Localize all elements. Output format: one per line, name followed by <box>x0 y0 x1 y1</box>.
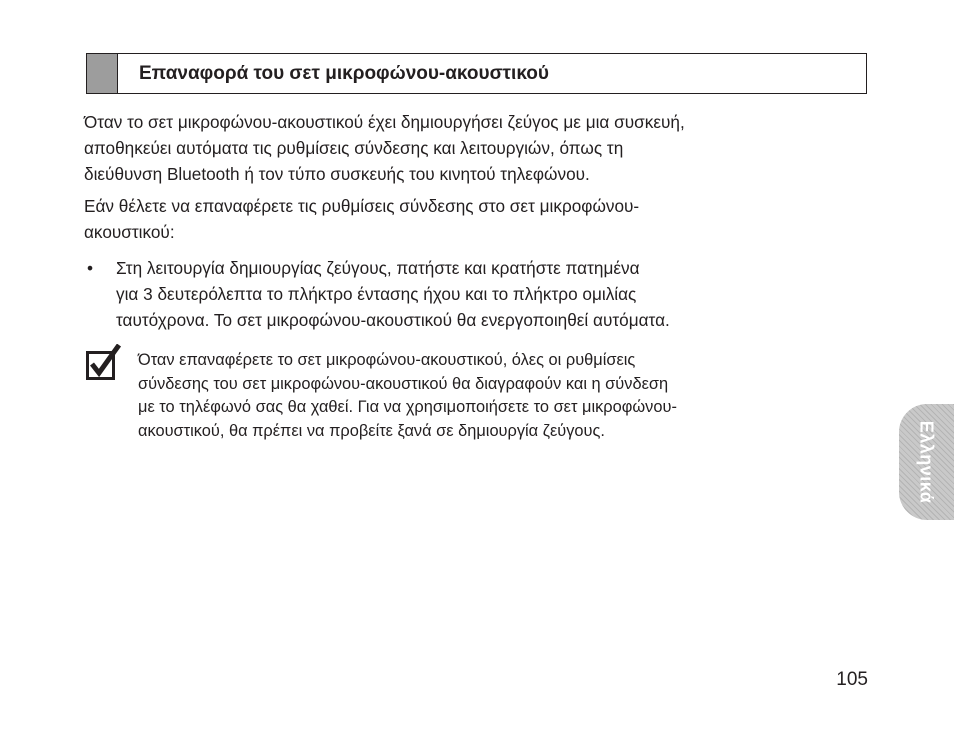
section-title: Επαναφορά του σετ μικροφώνου-ακουστικού <box>139 63 549 84</box>
note-line: ακουστικού, θα πρέπει να προβείτε ξανά σε δημιουργία ζεύγους. <box>138 421 605 440</box>
language-tab <box>899 404 954 520</box>
bullet-text <box>116 255 670 333</box>
intro-paragraph <box>84 109 685 187</box>
checkmark-note-icon <box>86 344 122 380</box>
bullet-line: για 3 δευτερόλεπτα το πλήκτρο έντασης ήχου και το πλήκτρο ομιλίας <box>116 284 637 304</box>
language-tab-label: Ελληνικά <box>916 420 937 504</box>
paragraph-line: Εάν θέλετε να επαναφέρετε τις ρυθμίσεις σύνδεσης στο σετ μικροφώνου- <box>84 196 640 216</box>
note-text <box>138 349 677 443</box>
note-line: Όταν επαναφέρετε το σετ μικροφώνου-ακουστικού, όλες οι ρυθμίσεις <box>138 351 636 369</box>
instruction-paragraph <box>84 193 639 245</box>
bullet-line: ταυτόχρονα. Το σετ μικροφώνου-ακουστικού θα ενεργοποιηθεί αυτόματα. <box>116 310 670 330</box>
bullet-dot: • <box>87 258 94 278</box>
paragraph-line: Όταν το σετ μικροφώνου-ακουστικού έχει δημιουργήσει ζεύγος με μια συσκευή, <box>84 112 685 132</box>
note-line: σύνδεσης του σετ μικροφώνου-ακουστικού θα διαγραφούν και η σύνδεση <box>138 374 669 393</box>
paragraph-line: διεύθυνση Bluetooth ή τον τύπο συσκευής του κινητού τηλεφώνου. <box>84 164 590 184</box>
page-number: 105 <box>836 669 868 690</box>
section-marker-block <box>87 54 118 93</box>
section-header <box>86 53 867 94</box>
bullet-line: Στη λειτουργία δημιουργίας ζεύγους, πατήστε και κρατήστε πατημένα <box>116 258 640 278</box>
paragraph-line: ακουστικού: <box>84 222 175 242</box>
paragraph-line: αποθηκεύει αυτόματα τις ρυθμίσεις σύνδεσης και λειτουργιών, όπως τη <box>84 138 624 158</box>
note-line: με το τηλέφωνό σας θα χαθεί. Για να χρησιμοποιήσετε το σετ μικροφώνου- <box>138 398 677 416</box>
